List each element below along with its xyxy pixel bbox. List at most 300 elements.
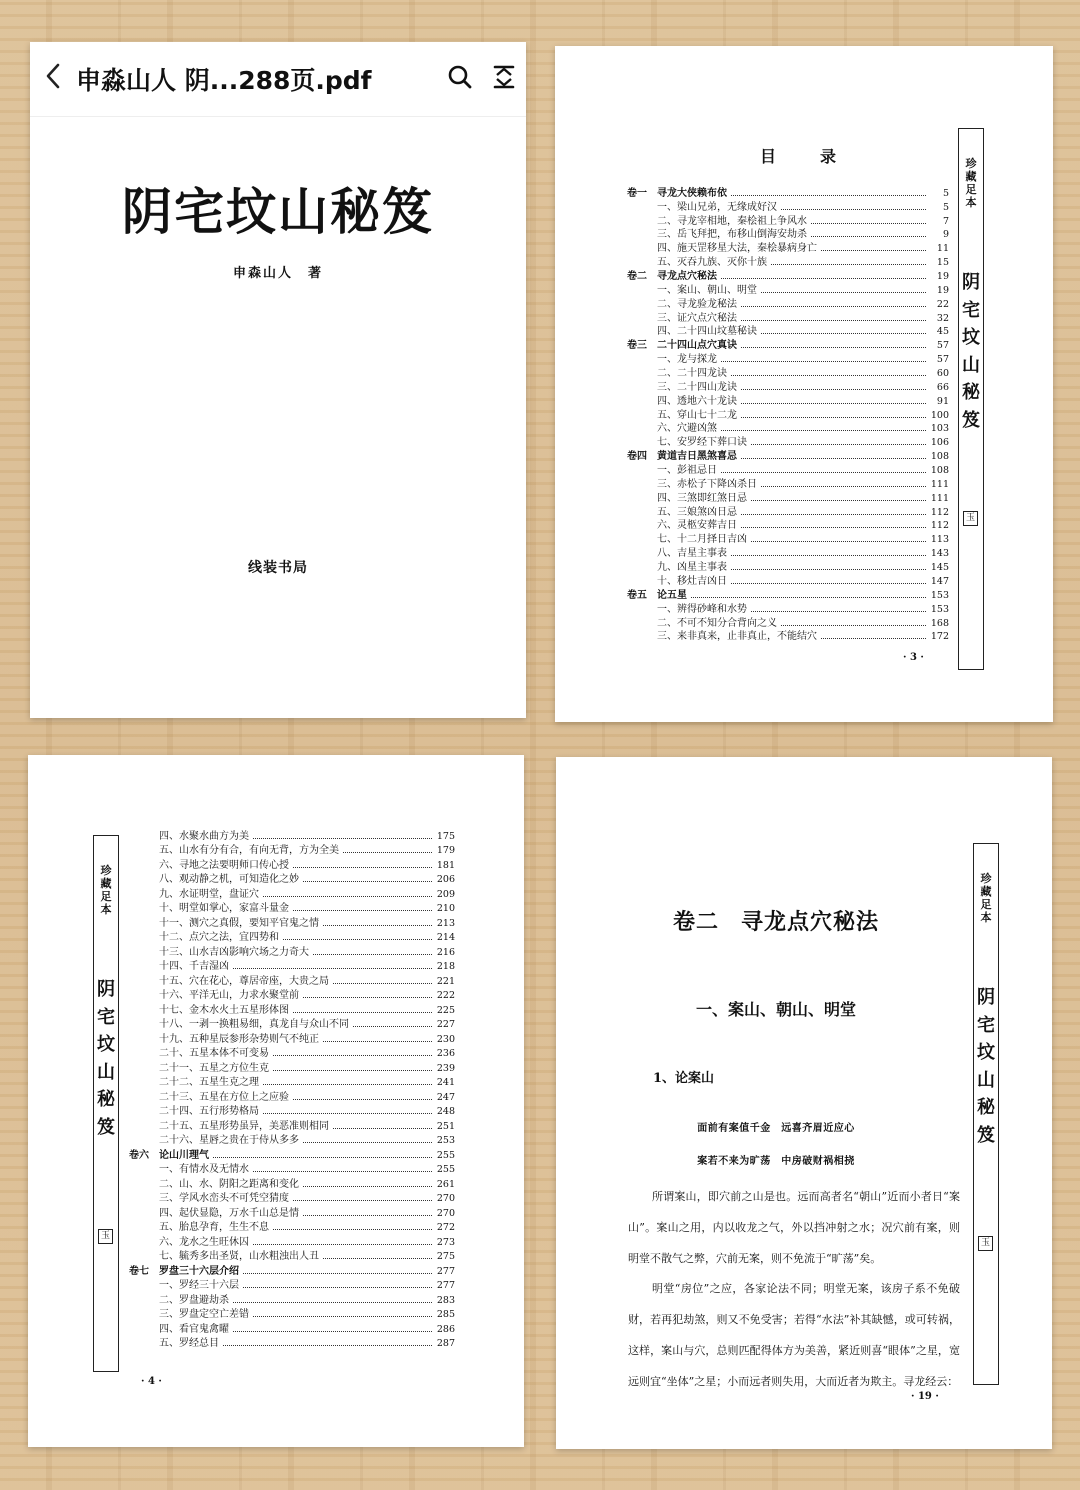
toc-volume-number: 卷一 bbox=[627, 187, 647, 199]
vertical-title-char: 笈 bbox=[962, 409, 980, 431]
toc-page-number: 111 bbox=[930, 492, 949, 504]
toc-page-number: 221 bbox=[436, 975, 455, 987]
toc-entry-label: 十七、金木水火土五星形体图 bbox=[159, 1004, 289, 1016]
side-mark: 玉 bbox=[963, 511, 978, 526]
toc-leader-dots bbox=[213, 1157, 432, 1158]
toc-page-number: 272 bbox=[436, 1222, 455, 1233]
toc-page-number: 112 bbox=[930, 520, 949, 532]
vertical-title-char: 秘 bbox=[962, 382, 980, 403]
paragraph: 所谓案山，即穴前之山是也。远而高者名“朝山”近而小者日“案山”。案山之用，内以收龙之气，外以挡冲射之水；况穴前有案，则明堂不散气之弊，穴前无案，则不免流于“旷荡”矣。 bbox=[628, 1190, 960, 1265]
vertical-title-char: 山 bbox=[97, 1061, 115, 1083]
toc-entry-label: 七、安罗经下葬口诀 bbox=[657, 437, 747, 449]
toc-leader-dots bbox=[811, 223, 926, 224]
toc-page-number: 11 bbox=[936, 243, 949, 255]
toc-entry-label: 三、二十四山龙诀 bbox=[657, 381, 737, 393]
toc-leader-dots bbox=[283, 939, 432, 940]
toc-page-number: 255 bbox=[436, 1149, 455, 1161]
toc-entry-label bbox=[627, 267, 717, 282]
toc-leader-dots bbox=[741, 417, 926, 418]
subsection-title: 1、论案山 bbox=[653, 1071, 715, 1086]
toc-leader-dots bbox=[243, 1287, 432, 1288]
toc-page-number: 60 bbox=[936, 368, 949, 380]
toc-entry-label: 三、证穴点穴秘法 bbox=[657, 312, 737, 324]
toc-leader-dots bbox=[293, 1200, 432, 1201]
collector-seal: 珍藏足本 bbox=[980, 872, 992, 924]
toc-leader-dots bbox=[263, 896, 432, 897]
toc-volume-number: 卷四 bbox=[627, 451, 647, 463]
side-title-box bbox=[93, 835, 119, 1372]
toc-entry-label: 六、灵柩安葬吉日 bbox=[657, 520, 737, 532]
collector-seal: 珍藏足本 bbox=[965, 157, 977, 209]
toc-page-number: 218 bbox=[436, 961, 455, 972]
toc-leader-dots bbox=[741, 403, 926, 404]
toc-entry-label: 四、三煞即红煞日忌 bbox=[657, 492, 747, 504]
toc-leader-dots bbox=[233, 968, 432, 969]
toc-page-number: 153 bbox=[930, 603, 949, 615]
toc-entry-row[interactable] bbox=[129, 943, 455, 958]
side-title-box bbox=[958, 128, 984, 670]
toc-volume-title: 罗盘三十六层介绍 bbox=[159, 1265, 239, 1277]
toc-leader-dots bbox=[303, 881, 432, 882]
toc-entry-row[interactable] bbox=[129, 1117, 455, 1132]
toc-page-number: 111 bbox=[930, 478, 949, 490]
toc-entry-label: 二、二十四龙诀 bbox=[657, 368, 727, 380]
vertical-title-char: 山 bbox=[962, 354, 980, 376]
toc-entry-label: 一、辨得砂峰和水势 bbox=[657, 603, 747, 615]
toc-leader-dots bbox=[761, 333, 926, 334]
search-icon bbox=[447, 64, 473, 94]
toc-entry-row[interactable] bbox=[129, 1132, 455, 1147]
toc-page-number: 66 bbox=[936, 381, 949, 393]
toc-entry-row[interactable] bbox=[129, 1030, 455, 1045]
toc-page-number: 255 bbox=[436, 1164, 455, 1175]
toc-page-number: 5 bbox=[942, 201, 949, 213]
toc-volume-number: 卷三 bbox=[627, 340, 647, 352]
toc-page-number: 9 bbox=[942, 229, 949, 241]
toc-heading: 目 录 bbox=[760, 147, 851, 166]
toc-page-number: 19 bbox=[936, 284, 949, 296]
toc-volume-row[interactable] bbox=[129, 1262, 455, 1277]
toc-entry-label: 四、施天罡移星大法，秦桧暴病身亡 bbox=[657, 243, 817, 255]
toc-leader-dots bbox=[293, 1099, 432, 1100]
toc-leader-dots bbox=[323, 1041, 432, 1042]
toc-page-number: 179 bbox=[436, 845, 455, 856]
toc-leader-dots bbox=[741, 458, 926, 459]
toc-page-number: 147 bbox=[930, 575, 949, 587]
toc-page-number: 57 bbox=[936, 354, 949, 366]
toc-entry-label: 三、岳飞拜把，布移山倒海安劫杀 bbox=[657, 229, 807, 241]
toc-entry-row[interactable] bbox=[129, 1233, 455, 1248]
toc-page-number: 209 bbox=[436, 888, 455, 900]
toc-entry-label: 四、透地六十龙诀 bbox=[657, 395, 737, 407]
toc-entry-row[interactable] bbox=[129, 1045, 455, 1060]
chapter-page bbox=[556, 757, 1052, 1449]
vertical-title-char: 秘 bbox=[97, 1089, 115, 1110]
toc-leader-dots bbox=[781, 625, 926, 626]
toc-leader-dots bbox=[353, 1026, 432, 1027]
viewer-toolbar bbox=[30, 42, 526, 117]
side-title-box bbox=[973, 843, 999, 1385]
toc-leader-dots bbox=[741, 514, 926, 515]
toc-entry-label: 五、胎息孕育，生生不息 bbox=[159, 1222, 269, 1233]
toc-entry-label: 一、罗经三十六层 bbox=[159, 1280, 239, 1291]
toc-volume-title: 论五星 bbox=[657, 589, 687, 601]
toc-page-number: 247 bbox=[436, 1091, 455, 1103]
toc-entry-label bbox=[129, 1146, 209, 1161]
toc-page-number: 270 bbox=[436, 1207, 455, 1219]
vertical-title-char: 笈 bbox=[977, 1124, 995, 1146]
page-number: · 3 · bbox=[903, 652, 924, 663]
back-button[interactable] bbox=[30, 42, 76, 116]
toc-entry-label: 二十三、五星在方位上之应验 bbox=[159, 1091, 289, 1103]
toc-leader-dots bbox=[731, 375, 926, 376]
toc-entry-label: 五、穿山七十二龙 bbox=[657, 409, 737, 421]
toc-leader-dots bbox=[821, 638, 926, 639]
toc-entry-label: 二、寻龙验龙秘法 bbox=[657, 298, 737, 310]
toc-volume-title: 论山川理气 bbox=[159, 1149, 209, 1161]
toc-leader-dots bbox=[253, 838, 432, 839]
toc-leader-dots bbox=[263, 1113, 432, 1114]
toc-page-number: 230 bbox=[436, 1033, 455, 1045]
toc-page-number: 287 bbox=[436, 1338, 455, 1349]
page-number: · 4 · bbox=[141, 1376, 162, 1387]
toc-entry-label: 八、吉星主事表 bbox=[657, 548, 727, 560]
toc-volume-title: 二十四山点穴真诀 bbox=[657, 340, 737, 352]
toc-entry-label: 七、毓秀多出圣贤，山水粗浊出人丑 bbox=[159, 1251, 319, 1262]
toc-page-number: 91 bbox=[936, 395, 949, 407]
toc-leader-dots bbox=[731, 583, 926, 584]
toc-page-number: 153 bbox=[930, 589, 949, 601]
toc-entry-label: 一、案山、朝山、明堂 bbox=[657, 284, 757, 296]
vertical-title-char: 坟 bbox=[962, 327, 980, 348]
cover-author: 申森山人 著 bbox=[232, 266, 323, 281]
toc-entry-label: 二、不可不知分合背向之义 bbox=[657, 617, 777, 629]
toc-entry-row[interactable] bbox=[129, 958, 455, 973]
toc-list bbox=[129, 827, 455, 1349]
toc-leader-dots bbox=[273, 1229, 432, 1230]
toc-entry-label bbox=[627, 184, 727, 199]
toc-leader-dots bbox=[333, 983, 432, 984]
toc-entry-row[interactable] bbox=[129, 1161, 455, 1176]
toc-page-number: 172 bbox=[930, 631, 949, 643]
toc-entry-label: 十三、山水吉凶影响穴场之力奇大 bbox=[159, 946, 309, 958]
toc-page-number: 57 bbox=[936, 340, 949, 352]
toc-leader-dots bbox=[741, 306, 926, 307]
toc-entry-row[interactable] bbox=[129, 900, 455, 915]
chapter-title: 卷二 寻龙点穴秘法 bbox=[672, 910, 880, 935]
toc-entry-label: 三、学风水峦头不可凭空猜度 bbox=[159, 1193, 289, 1204]
toc-page-number: 253 bbox=[436, 1135, 455, 1146]
toc-entry-row[interactable] bbox=[129, 1016, 455, 1031]
toc-page-number: 108 bbox=[930, 451, 949, 463]
toc-page-number: 143 bbox=[930, 548, 949, 560]
toc-leader-dots bbox=[253, 1316, 432, 1317]
toc-leader-dots bbox=[223, 1345, 432, 1346]
page-number: · 19 · bbox=[911, 1391, 939, 1402]
toc-page-number: 19 bbox=[936, 271, 949, 283]
toc-leader-dots bbox=[293, 910, 432, 911]
toc-entry-row[interactable] bbox=[129, 1320, 455, 1335]
toc-page-number: 112 bbox=[930, 506, 949, 518]
toc-entry-label: 四、二十四山坟墓秘诀 bbox=[657, 326, 757, 338]
toc-leader-dots bbox=[691, 597, 926, 598]
toc-leader-dots bbox=[781, 209, 926, 210]
toc-leader-dots bbox=[293, 867, 432, 868]
toc-page-number: 270 bbox=[436, 1193, 455, 1204]
toc-entry-label: 三、罗盘定空亡差错 bbox=[159, 1309, 249, 1320]
side-mark: 玉 bbox=[978, 1236, 993, 1251]
toc-page-number: 45 bbox=[936, 326, 949, 338]
toc-page-number: 239 bbox=[436, 1062, 455, 1074]
toc-page-number: 251 bbox=[436, 1120, 455, 1132]
collector-seal: 珍藏足本 bbox=[100, 864, 112, 916]
toc-leader-dots bbox=[343, 852, 432, 853]
toc-entry-label: 六、龙水之生旺休囚 bbox=[159, 1236, 249, 1248]
toc-page-number: 15 bbox=[936, 257, 949, 269]
toc-entry-row[interactable] bbox=[129, 1204, 455, 1219]
toc-page-number: 227 bbox=[436, 1019, 455, 1030]
toc-page-number: 277 bbox=[436, 1280, 455, 1291]
toc-entry-label: 九、水证明堂，盘证穴 bbox=[159, 888, 259, 900]
cover-page bbox=[30, 42, 526, 718]
toc-leader-dots bbox=[333, 1128, 432, 1129]
toc-entry-label: 二十四、五行形势格局 bbox=[159, 1106, 259, 1117]
toc-leader-dots bbox=[741, 527, 926, 528]
toc-volume-number: 卷五 bbox=[627, 589, 647, 601]
toc-entry-label: 四、水聚水曲方为美 bbox=[159, 830, 249, 842]
vertical-title-char: 笈 bbox=[97, 1116, 115, 1138]
collapse-icon bbox=[492, 64, 516, 94]
toc-entry-label bbox=[627, 586, 687, 601]
toc-page-number: 273 bbox=[436, 1236, 455, 1248]
toc-volume-number: 卷六 bbox=[129, 1149, 149, 1161]
toc-page-number: 5 bbox=[942, 187, 949, 199]
toc-entry-label: 六、寻地之法要明师口传心授 bbox=[159, 859, 289, 871]
toc-leader-dots bbox=[243, 1273, 432, 1274]
toc-entry-label bbox=[129, 1262, 239, 1277]
toc-entry-row[interactable] bbox=[129, 842, 455, 857]
toc-entry-label: 五、灭吞九族、灭你十族 bbox=[657, 257, 767, 269]
toc-leader-dots bbox=[751, 444, 926, 445]
toc-entry-label: 九、凶星主事表 bbox=[657, 562, 727, 574]
toc-page-number: 216 bbox=[436, 946, 455, 958]
toc-leader-dots bbox=[303, 1142, 432, 1143]
toc-leader-dots bbox=[731, 555, 926, 556]
toc-leader-dots bbox=[751, 541, 926, 542]
toc-page-number: 275 bbox=[436, 1251, 455, 1262]
toc-entry-row[interactable] bbox=[129, 1059, 455, 1074]
toc-leader-dots bbox=[821, 250, 926, 251]
toc-page-number: 168 bbox=[930, 617, 949, 629]
toc-leader-dots bbox=[233, 1302, 432, 1303]
toc-volume-title: 寻龙点穴秘法 bbox=[657, 271, 717, 283]
toc-entry-label: 五、罗经总目 bbox=[159, 1338, 219, 1349]
toc-entry-label: 六、穴避凶煞 bbox=[657, 423, 717, 435]
toc-page-3 bbox=[555, 46, 1053, 722]
toc-entry-label: 二十、五星本体不可变易 bbox=[159, 1048, 269, 1059]
toc-entry-label: 十六、平洋无山，力求水聚堂前 bbox=[159, 990, 299, 1001]
toc-entry-label: 三、来非真来，止非真止，不能结穴 bbox=[657, 631, 817, 643]
chevron-left-icon bbox=[44, 62, 62, 97]
toc-leader-dots bbox=[273, 1055, 432, 1056]
vertical-book-title bbox=[959, 269, 983, 434]
toc-leader-dots bbox=[313, 954, 432, 955]
toc-entry-label: 五、三娘煞凶日忌 bbox=[657, 506, 737, 518]
toc-page-number: 103 bbox=[930, 423, 949, 435]
toc-leader-dots bbox=[731, 195, 926, 196]
toc-page-number: 22 bbox=[936, 298, 949, 310]
toc-entry-row[interactable] bbox=[129, 1219, 455, 1234]
toc-page-number: 213 bbox=[436, 917, 455, 929]
toc-entry-row[interactable] bbox=[627, 629, 949, 643]
toc-entry-row[interactable] bbox=[129, 827, 455, 842]
toc-entry-label: 一、彭祖忌日 bbox=[657, 465, 717, 477]
vertical-title-char: 阴 bbox=[97, 979, 115, 1000]
toc-volume-row[interactable] bbox=[129, 1146, 455, 1161]
toc-entry-row[interactable] bbox=[129, 1291, 455, 1306]
toc-page-number: 210 bbox=[436, 903, 455, 914]
toc-page-number: 113 bbox=[930, 534, 949, 546]
toc-entry-label: 八、观动静之机，可知造化之妙 bbox=[159, 874, 299, 885]
vertical-title-char: 宅 bbox=[962, 299, 980, 321]
toc-entry-label: 四、起伏显隐，万水千山总是情 bbox=[159, 1207, 299, 1219]
toc-entry-row[interactable] bbox=[129, 987, 455, 1002]
vertical-title-char: 宅 bbox=[977, 1014, 995, 1036]
toc-entry-row[interactable] bbox=[129, 914, 455, 929]
toc-leader-dots bbox=[761, 292, 926, 293]
search-button[interactable] bbox=[438, 42, 482, 116]
toc-page-number: 214 bbox=[436, 932, 455, 943]
vertical-title-char: 宅 bbox=[97, 1006, 115, 1028]
toc-volume-number: 卷二 bbox=[627, 271, 647, 283]
vertical-title-char: 秘 bbox=[977, 1097, 995, 1118]
toc-page-number: 175 bbox=[436, 830, 455, 842]
toc-leader-dots bbox=[303, 1186, 432, 1187]
section-title: 一、案山、朝山、明堂 bbox=[695, 1000, 856, 1019]
cover-publisher: 线装书局 bbox=[248, 560, 308, 576]
toc-entry-row[interactable] bbox=[129, 929, 455, 944]
toc-leader-dots bbox=[761, 486, 926, 487]
toc-page-number: 241 bbox=[436, 1077, 455, 1088]
toc-page-number: 106 bbox=[930, 437, 949, 449]
toc-leader-dots bbox=[303, 1215, 432, 1216]
toc-entry-row[interactable] bbox=[129, 1248, 455, 1263]
toc-entry-row[interactable] bbox=[129, 1190, 455, 1205]
toc-page-number: 145 bbox=[930, 562, 949, 574]
toc-leader-dots bbox=[741, 320, 926, 321]
toc-entry-label: 二十六、星唇之贵在于侍从多多 bbox=[159, 1135, 299, 1146]
toc-entry-label: 十一、测穴之真假，要知平官鬼之情 bbox=[159, 917, 319, 929]
toc-leader-dots bbox=[253, 1244, 432, 1245]
toc-page-number: 32 bbox=[936, 312, 949, 324]
toc-page-number: 206 bbox=[436, 874, 455, 885]
paragraph: 明堂“房位”之应，各家论法不同；明堂无案，该房子系不免破财，若再犯劫煞，则又不免受害；若得“水法”补其缺憾，或可转祸，这样，案山与穴，总则匹配得体方为美善，紧近则喜“眼体”之星，宽远则宜“坐体”之星；小而远者则失用，大而近者为欺主。寻龙经云： bbox=[628, 1282, 960, 1388]
toc-entry-label: 十四、千吉湿凶 bbox=[159, 961, 229, 972]
toc-entry-label: 二十五、五星形势虽异，美恶准则相同 bbox=[159, 1120, 329, 1132]
toc-leader-dots bbox=[721, 430, 926, 431]
toc-page-number: 222 bbox=[436, 990, 455, 1001]
toc-volume-title: 寻龙大侠赖布依 bbox=[657, 187, 727, 199]
toc-leader-dots bbox=[721, 472, 926, 473]
toc-leader-dots bbox=[273, 1070, 432, 1071]
toc-volume-title: 黄道吉日黑煞喜忌 bbox=[657, 451, 737, 463]
toc-entry-label bbox=[627, 447, 737, 462]
vertical-title-char: 阴 bbox=[977, 987, 995, 1008]
toc-entry-label: 二十二、五星生克之理 bbox=[159, 1077, 259, 1088]
toc-leader-dots bbox=[323, 925, 432, 926]
toc-entry-row[interactable] bbox=[129, 1001, 455, 1016]
side-mark: 玉 bbox=[98, 1229, 113, 1244]
toc-leader-dots bbox=[751, 500, 926, 501]
toc-page-4 bbox=[28, 755, 524, 1447]
toc-page-number: 283 bbox=[436, 1294, 455, 1306]
toc-entry-label bbox=[627, 336, 737, 351]
toc-leader-dots bbox=[233, 1331, 432, 1332]
toc-entry-row[interactable] bbox=[129, 1088, 455, 1103]
verse-line-1: 面前有案值千金 远喜齐眉近应心 bbox=[697, 1123, 855, 1134]
toc-leader-dots bbox=[721, 278, 926, 279]
toc-leader-dots bbox=[303, 997, 432, 998]
toc-page-number: 100 bbox=[930, 409, 949, 421]
toc-entry-row[interactable] bbox=[129, 885, 455, 900]
toc-entry-row[interactable] bbox=[129, 1103, 455, 1118]
toc-entry-row[interactable] bbox=[129, 972, 455, 987]
toc-entry-label: 二、山、水、阴阳之距离和变化 bbox=[159, 1178, 299, 1190]
toc-entry-row[interactable] bbox=[129, 1074, 455, 1089]
toc-entry-label: 七、十二月择日吉凶 bbox=[657, 534, 747, 546]
toc-page-number: 181 bbox=[436, 859, 455, 871]
toc-entry-row[interactable] bbox=[129, 871, 455, 886]
toc-entry-label: 五、山水有分有合，有向无背，方为全美 bbox=[159, 845, 339, 856]
toc-volume-number: 卷七 bbox=[129, 1265, 149, 1277]
cover-title: 阴宅坟山秘笈 bbox=[122, 183, 434, 241]
toc-leader-dots bbox=[751, 611, 926, 612]
toc-leader-dots bbox=[721, 361, 926, 362]
toc-list bbox=[627, 185, 949, 642]
toc-entry-row[interactable] bbox=[129, 1277, 455, 1292]
toc-entry-label: 二、罗盘避劫杀 bbox=[159, 1294, 229, 1306]
toc-entry-label: 一、梁山兄弟，无缘成好汉 bbox=[657, 201, 777, 213]
vertical-book-title bbox=[974, 984, 998, 1149]
document-title: 申淼山人 阴...288页.pdf bbox=[76, 66, 372, 95]
toc-leader-dots bbox=[263, 1084, 432, 1085]
toc-entry-label: 四、看官鬼禽曜 bbox=[159, 1323, 229, 1335]
toc-entry-row[interactable] bbox=[129, 1175, 455, 1190]
toc-entry-label: 一、龙与探龙 bbox=[657, 354, 717, 366]
toc-entry-label: 十五、穴在花心，尊居帝座，大贵之局 bbox=[159, 975, 329, 987]
toc-page-number: 277 bbox=[436, 1265, 455, 1277]
toc-leader-dots bbox=[771, 264, 926, 265]
toc-leader-dots bbox=[731, 569, 926, 570]
toc-page-number: 261 bbox=[436, 1178, 455, 1190]
body-text bbox=[628, 1182, 960, 1398]
toc-page-number: 225 bbox=[436, 1004, 455, 1016]
toc-entry-label: 十、明堂如掌心，家富斗量金 bbox=[159, 903, 289, 914]
toc-page-number: 285 bbox=[436, 1309, 455, 1320]
toc-leader-dots bbox=[741, 389, 926, 390]
toc-leader-dots bbox=[811, 236, 926, 237]
toc-entry-label: 十二、点穴之法，宜四势和 bbox=[159, 932, 279, 943]
toc-entry-row[interactable] bbox=[129, 1335, 455, 1350]
vertical-title-char: 山 bbox=[977, 1069, 995, 1091]
toc-entry-label: 二十一、五星之方位生克 bbox=[159, 1062, 269, 1074]
collapse-button[interactable] bbox=[482, 42, 526, 116]
toc-leader-dots bbox=[323, 1258, 432, 1259]
toc-entry-row[interactable] bbox=[129, 856, 455, 871]
toc-entry-label: 三、赤松子下降凶杀日 bbox=[657, 478, 757, 490]
toc-leader-dots bbox=[253, 1171, 432, 1172]
toc-entry-row[interactable] bbox=[129, 1306, 455, 1321]
